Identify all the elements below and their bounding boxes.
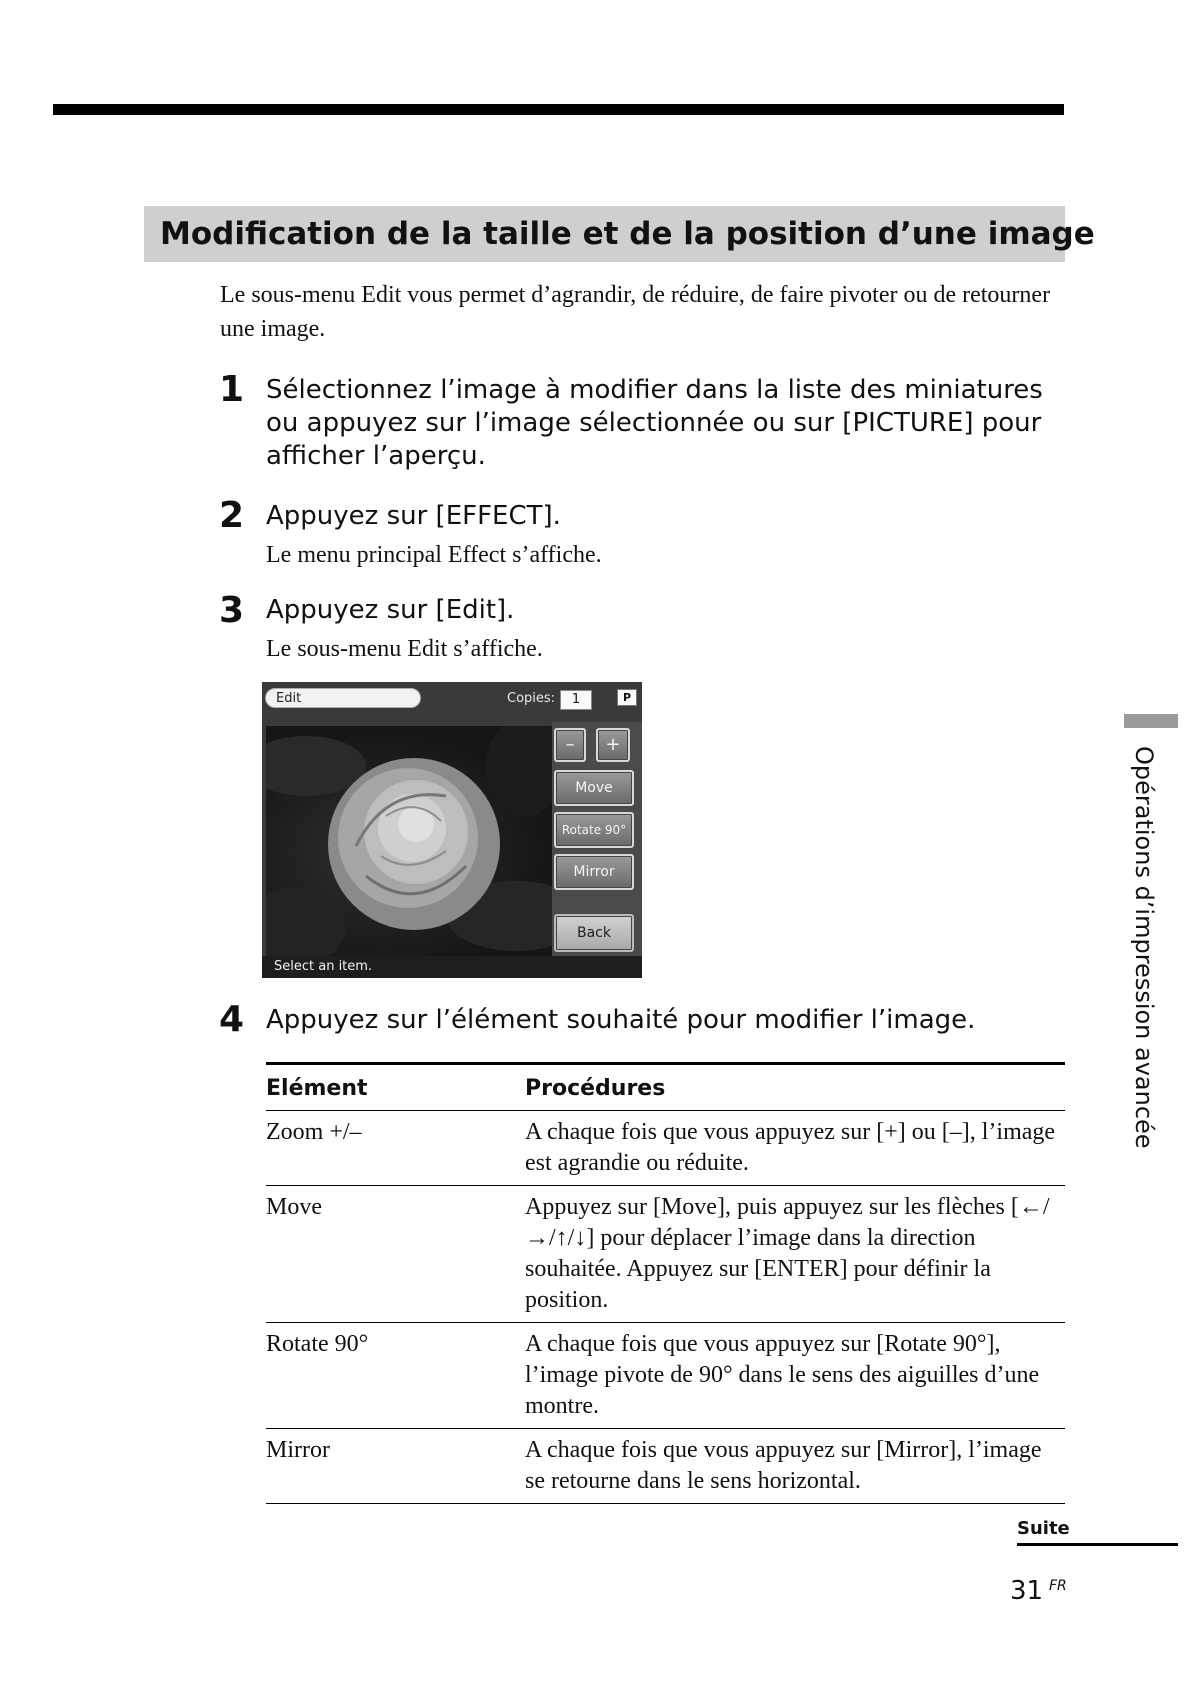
top-rule [53,104,1064,115]
row-procedure: Appuyez sur [Move], puis appuyez sur les flèches [←/→/↑/↓] pour déplacer l’image dans la direction souhaitée. Appuyez sur [ENTER] pour définir la position. [525,1186,1065,1323]
edit-screen-screenshot [262,682,642,978]
rose-photo [266,726,555,956]
step-number-1: 1 [219,369,245,410]
step-number-3: 3 [219,590,245,631]
step-text-2: Appuyez sur [EFFECT]. [266,501,561,531]
mirror-button[interactable]: Mirror [554,854,634,890]
page-number: 31 [1010,1576,1044,1606]
page-language: FR [1049,1578,1067,1594]
back-button[interactable]: Back [554,914,634,952]
table-row [266,1186,1065,1323]
side-tab-label: Opérations d’impression avancée [1130,746,1158,1149]
continued-rule [1017,1543,1178,1546]
intro-paragraph: Le sous-menu Edit vous permet d’agrandir, de réduire, de faire pivoter ou de retourner une image. [220,282,1051,342]
table-row [266,1429,1065,1504]
row-item: Move [266,1186,525,1323]
section-title: Modification de la taille et de la position d’une image [144,206,1065,262]
row-item: Mirror [266,1429,525,1504]
picture-badge: P [617,689,637,706]
copies-value[interactable]: 1 [560,690,592,710]
zoom-plus-button[interactable]: + [596,728,630,762]
edit-title-bar: Edit [265,688,421,708]
zoom-minus-button[interactable]: – [554,728,586,762]
row-item: Zoom +/– [266,1111,525,1186]
header-procedures: Procédures [525,1064,1065,1111]
side-tab-marker [1124,714,1178,728]
rotate-90-button[interactable]: Rotate 90° [554,812,634,848]
row-procedure: A chaque fois que vous appuyez sur [Rotate 90°], l’image pivote de 90° dans le sens des aiguilles d’une montre. [525,1323,1065,1429]
header-element: Elément [266,1064,525,1111]
step-note-3: Le sous-menu Edit s’affiche. [266,636,543,662]
row-procedure: A chaque fois que vous appuyez sur [Mirror], l’image se retourne dans le sens horizontal. [525,1429,1065,1504]
step-number-4: 4 [219,999,245,1040]
table-row [266,1323,1065,1429]
rose-photo-graphic [266,726,555,956]
move-button[interactable]: Move [554,770,634,806]
step-text-1: Sélectionnez l’image à modifier dans la liste des miniatures ou appuyez sur l’image sélectionnée ou sur [PICTURE] pour afficher l’aperçu. [266,375,1043,471]
row-procedure: A chaque fois que vous appuyez sur [+] ou [–], l’image est agrandie ou réduite. [525,1111,1065,1186]
table-row [266,1111,1065,1186]
edit-items-table [266,1062,1065,1504]
step-text-4: Appuyez sur l’élément souhaité pour modifier l’image. [266,1005,976,1035]
continued-label: Suite [1017,1518,1070,1539]
step-note-2: Le menu principal Effect s’affiche. [266,542,602,568]
step-number-2: 2 [219,495,245,536]
copies-label: Copies: [507,691,556,706]
status-bar: Select an item. [262,956,642,978]
table-header-row [266,1064,1065,1111]
step-text-3: Appuyez sur [Edit]. [266,595,515,625]
row-item: Rotate 90° [266,1323,525,1429]
